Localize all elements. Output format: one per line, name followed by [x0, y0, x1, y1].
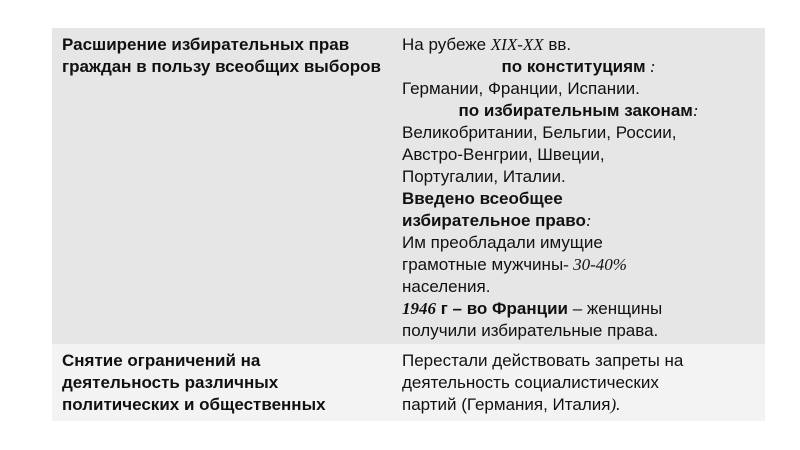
intro-era: XIX-XX	[490, 35, 544, 54]
table-row	[52, 28, 765, 344]
suffrage-text: избирательное право	[402, 211, 586, 230]
content-line-2: деятельность социалистических	[402, 373, 659, 392]
laws-countries-3: Португалии, Италии.	[402, 167, 566, 186]
suffrage-line-2	[402, 210, 755, 232]
electoral-laws-line	[402, 100, 755, 122]
row-content	[392, 28, 765, 344]
laws-countries-2: Австро-Венгрии, Швеции,	[402, 145, 605, 164]
women-line-1	[402, 298, 755, 320]
content-line-3-mid: Германия, Италия	[466, 395, 611, 414]
advantage-share: - 30-40%	[563, 255, 627, 274]
constitutions-countries: Германии, Франции, Испании.	[402, 79, 640, 98]
women-line-2: получили избирательные права.	[402, 321, 659, 340]
table-row	[52, 344, 765, 421]
year: 1946	[402, 299, 436, 318]
content-line-3-prefix: партий (	[402, 395, 467, 414]
content-line-1: Перестали действовать запреты на	[402, 351, 684, 370]
electoral-laws-colon: :	[692, 101, 699, 120]
laws-countries-1: Великобритании, Бельгии, России,	[402, 123, 677, 142]
row-content	[392, 344, 765, 421]
advantage-line-3: населения.	[402, 277, 491, 296]
content-line-3	[402, 394, 755, 416]
suffrage-line-1: Введено всеобщее	[402, 189, 563, 208]
electoral-laws-label: по избирательным законам	[458, 101, 693, 120]
row-heading-line-3: политических и общественных	[62, 395, 326, 414]
reform-table	[52, 28, 765, 421]
advantage-line-2	[402, 254, 755, 276]
row-heading-text: Расширение избирательных прав граждан в пользу всеобщих выборов	[62, 35, 381, 76]
row-heading-line-2: деятельность различных	[62, 373, 279, 392]
intro-prefix: На рубеже	[402, 35, 491, 54]
advantage-text: грамотные мужчины	[402, 255, 564, 274]
constitutions-colon: :	[645, 57, 656, 76]
row-heading-clip	[62, 350, 382, 419]
row-heading-line-1: Снятие ограничений на	[62, 351, 261, 370]
suffrage-colon: :	[585, 211, 592, 230]
intro-line	[402, 34, 755, 56]
content-line-3-suffix: ).	[610, 395, 621, 414]
constitutions-line	[402, 56, 755, 78]
intro-suffix: вв.	[543, 35, 572, 54]
year-rest: г – во Франции	[436, 299, 569, 318]
row-heading	[52, 28, 392, 344]
row-heading	[52, 344, 392, 421]
constitutions-label: по конституциям	[501, 57, 646, 76]
women-tail: – женщины	[568, 299, 663, 318]
advantage-line-1: Им преобладали имущие	[402, 233, 603, 252]
